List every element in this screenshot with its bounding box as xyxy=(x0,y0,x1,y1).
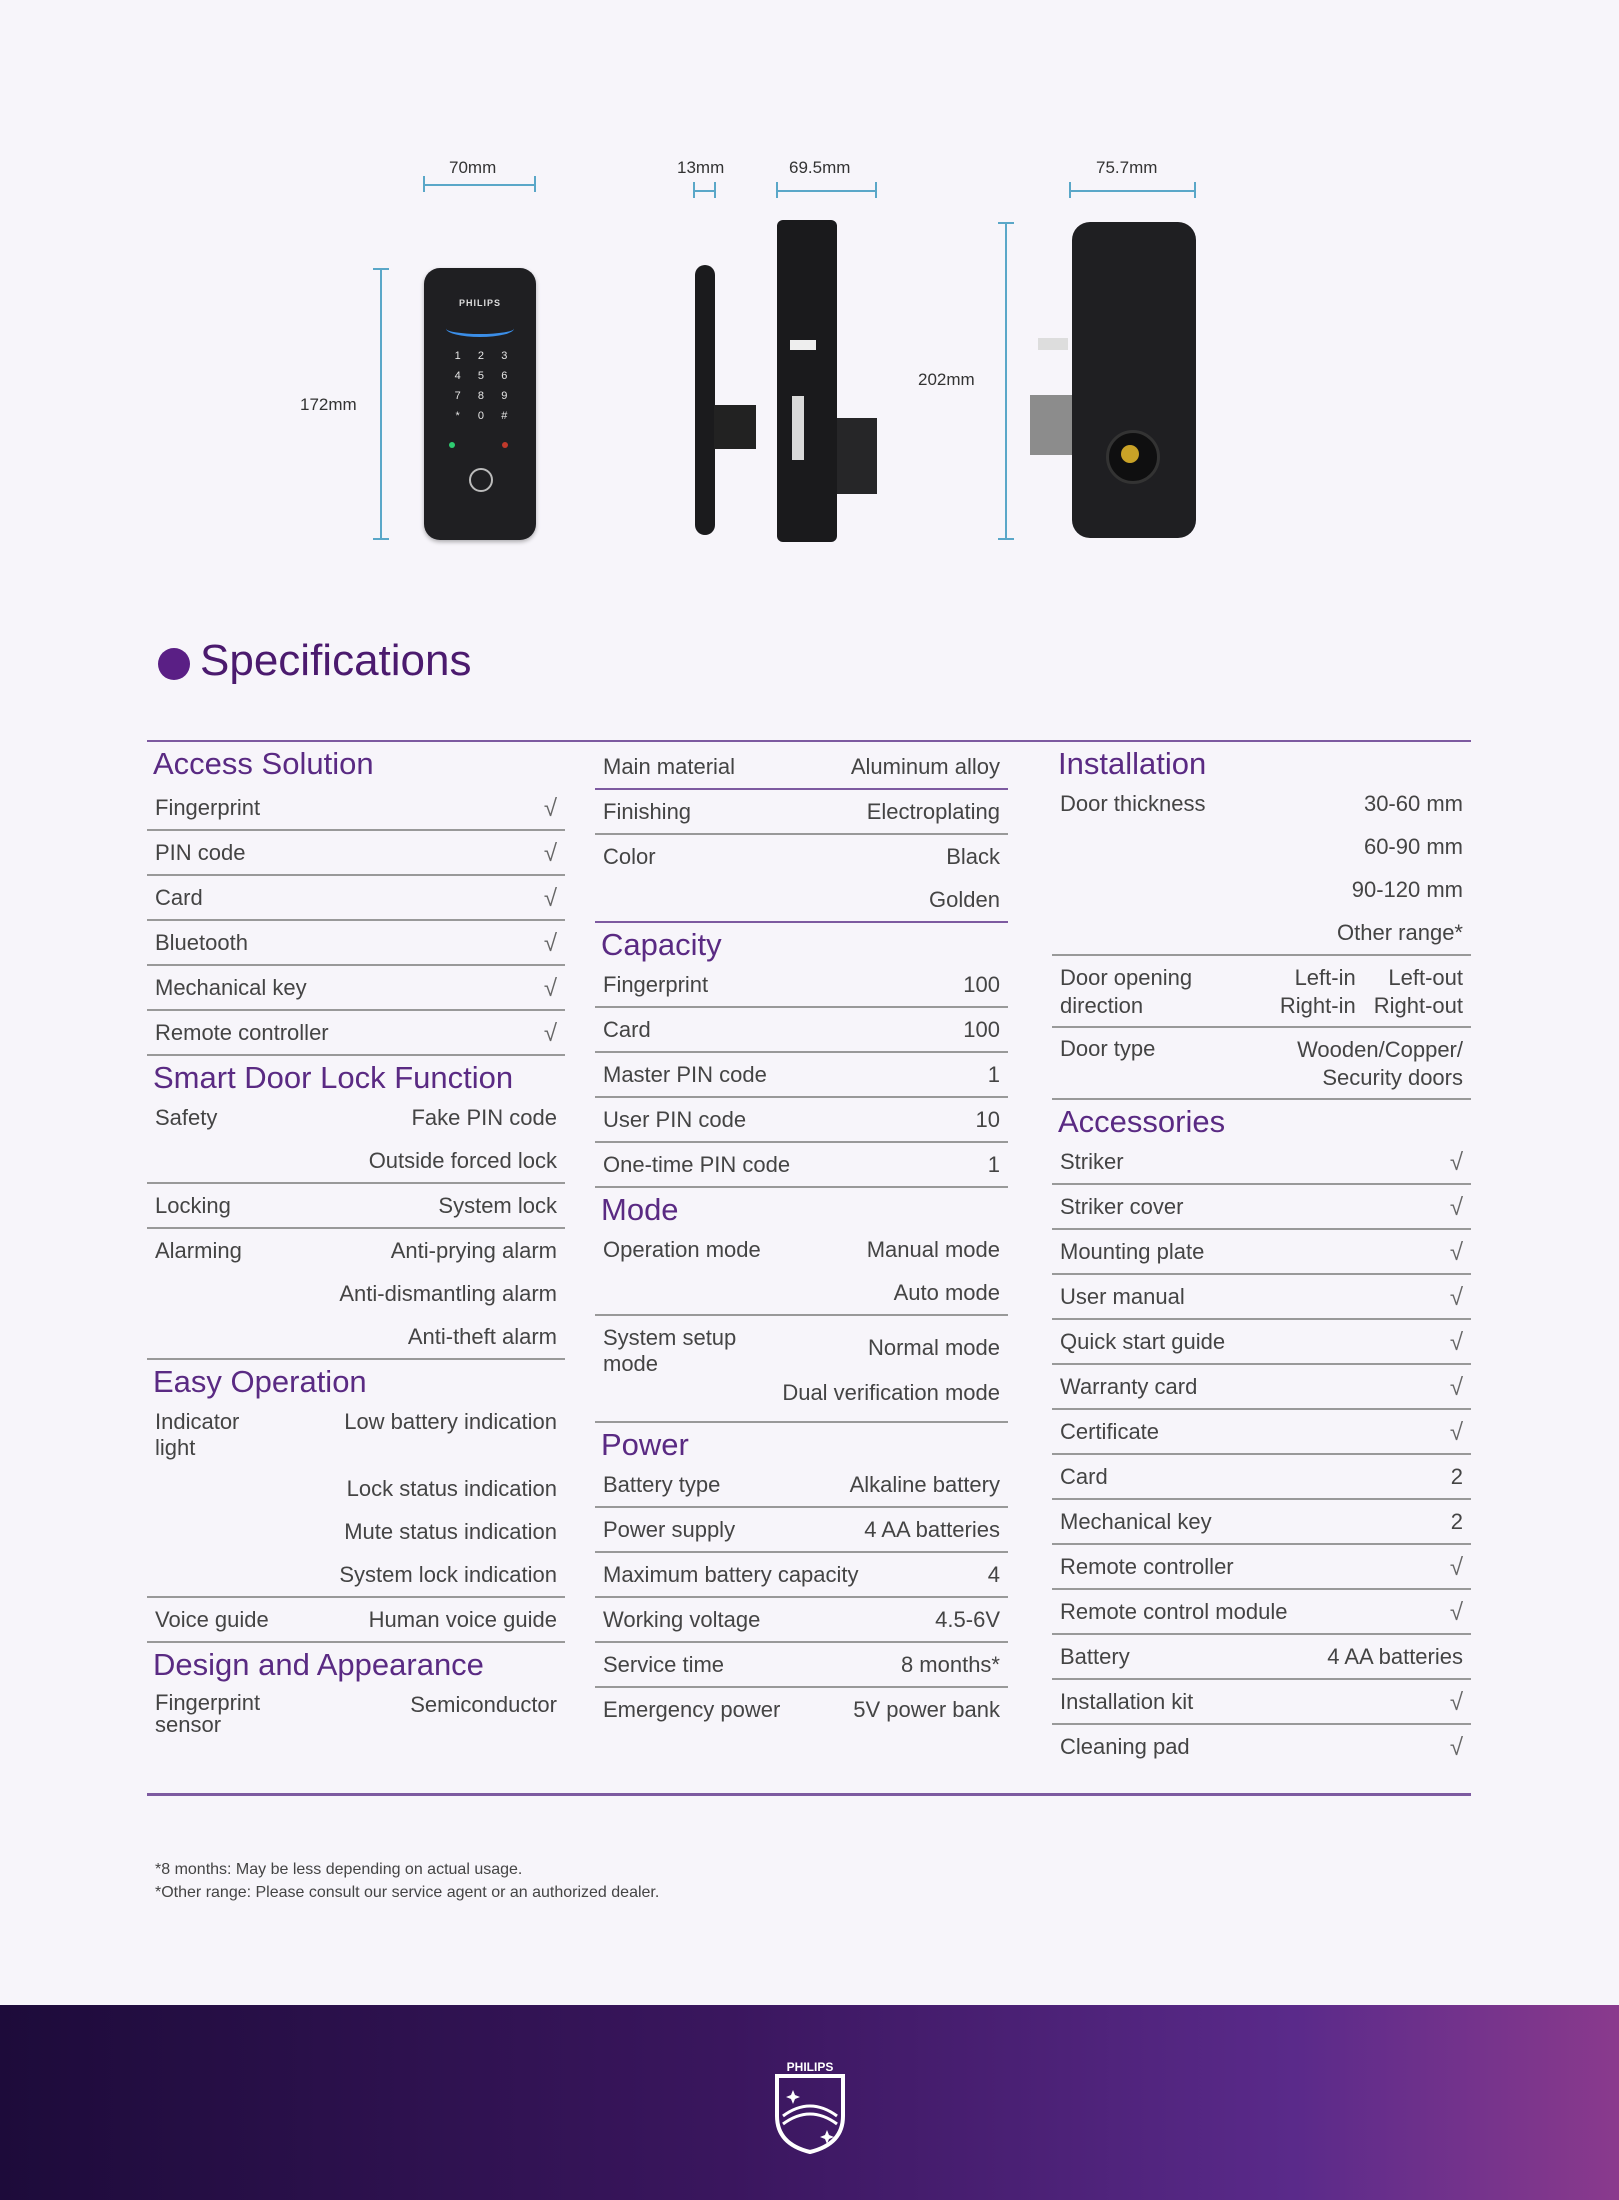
lock-back-view xyxy=(1072,222,1196,538)
spec-label: Fingerprint xyxy=(155,795,261,820)
red-led-icon xyxy=(502,442,508,448)
spec-label: User PIN code xyxy=(603,1107,747,1132)
spec-row xyxy=(1052,1725,1471,1768)
spec-value: Golden xyxy=(595,878,1008,923)
spec-value: 30-60 mm xyxy=(1363,791,1463,816)
lock-side-latch-small xyxy=(790,340,816,350)
spec-label: User manual xyxy=(1060,1284,1185,1309)
dim-tick xyxy=(373,268,389,270)
check-icon: √ xyxy=(543,885,557,912)
spec-row xyxy=(147,1011,565,1056)
lock-side-knob xyxy=(837,418,877,494)
spec-row xyxy=(595,1053,1008,1098)
lock-side-plate xyxy=(695,265,715,535)
spec-label: Service time xyxy=(603,1652,725,1677)
spec-row xyxy=(147,876,565,921)
spec-row xyxy=(1052,1140,1471,1185)
spec-value: Electroplating xyxy=(866,799,1000,824)
spec-row xyxy=(1052,1545,1471,1590)
spec-row xyxy=(595,1643,1008,1688)
spec-value: 100 xyxy=(963,1017,1000,1042)
lock-side-spindle xyxy=(714,405,756,449)
spec-value: Auto mode xyxy=(595,1271,1008,1316)
spec-value: 5V power bank xyxy=(853,1697,1000,1722)
spec-row xyxy=(1052,1185,1471,1230)
back-height-label: 202mm xyxy=(918,370,975,389)
spec-row xyxy=(147,966,565,1011)
dim-tick xyxy=(714,182,716,198)
spec-row xyxy=(595,1688,1008,1731)
spec-row xyxy=(147,921,565,966)
section-heading: Mode xyxy=(601,1192,679,1227)
table-bottom-rule xyxy=(147,1793,1471,1796)
product-drawings xyxy=(0,0,1619,600)
key: 6 xyxy=(501,370,508,382)
spec-row xyxy=(147,1400,565,1467)
side-thickness-line xyxy=(694,190,716,192)
section-heading: Power xyxy=(601,1427,689,1462)
spec-row xyxy=(147,831,565,876)
spec-label: PIN code xyxy=(155,840,246,865)
side-thickness-label: 13mm xyxy=(677,158,725,177)
front-height-line xyxy=(380,268,382,540)
spec-row xyxy=(595,963,1008,1008)
spec-label: Voice guide xyxy=(155,1607,269,1632)
spec-value: 90-120 mm xyxy=(1351,877,1463,902)
philips-shield-logo-icon xyxy=(773,2058,847,2154)
spec-value: Black xyxy=(946,844,1000,869)
section-heading: Smart Door Lock Function xyxy=(153,1060,514,1095)
spec-value: 4 AA batteries xyxy=(864,1517,1000,1542)
key: 2 xyxy=(477,350,485,362)
spec-value: 2 xyxy=(1450,1464,1463,1489)
front-width-label: 70mm xyxy=(449,158,497,177)
check-icon: √ xyxy=(1449,1284,1463,1311)
spec-value: 8 months* xyxy=(900,1652,1000,1677)
spec-value: Aluminum alloy xyxy=(850,754,1000,779)
dim-tick xyxy=(998,222,1014,224)
section-heading: Access Solution xyxy=(153,746,374,781)
page-title-text: Specifications xyxy=(200,636,472,685)
spec-value: Right-out xyxy=(1373,993,1463,1018)
spec-label: Operation mode xyxy=(603,1237,761,1262)
spec-value: Anti-theft alarm xyxy=(407,1324,557,1349)
lock-side-body xyxy=(777,220,837,542)
lock-side-latch xyxy=(792,396,804,460)
check-icon: √ xyxy=(543,1020,557,1047)
back-width-label: 75.7mm xyxy=(1096,158,1158,177)
spec-row xyxy=(595,742,1008,790)
spec-value: Lock status indication xyxy=(346,1476,557,1501)
dim-tick xyxy=(693,182,695,198)
spec-row xyxy=(595,1316,1008,1423)
check-icon: √ xyxy=(1449,1689,1463,1716)
page-title xyxy=(158,636,471,686)
spec-label: Emergency power xyxy=(603,1697,781,1722)
check-icon: √ xyxy=(1449,1149,1463,1176)
spec-label: Power supply xyxy=(603,1517,736,1542)
spec-label: Door opening direction xyxy=(1060,965,1193,1018)
spec-value: Anti-dismantling alarm xyxy=(339,1281,557,1306)
spec-label: Fingerprint sensor xyxy=(155,1690,261,1737)
spec-label: Installation kit xyxy=(1060,1689,1194,1714)
spec-label: Remote controller xyxy=(1060,1554,1234,1579)
spec-label: Color xyxy=(603,844,656,869)
spec-row xyxy=(1052,1455,1471,1500)
spec-label: Cleaning pad xyxy=(1060,1734,1190,1759)
check-icon: √ xyxy=(1449,1374,1463,1401)
spec-label: Mechanical key xyxy=(155,975,307,1000)
dim-tick xyxy=(1069,182,1071,198)
spec-value: Mute status indication xyxy=(344,1519,557,1544)
spec-label: Battery type xyxy=(603,1472,721,1497)
key: 4 xyxy=(454,370,461,382)
spec-label: Fingerprint xyxy=(603,972,709,997)
spec-row xyxy=(1052,1500,1471,1545)
spec-value: Manual mode xyxy=(866,1237,1000,1262)
spec-label: Indicator light xyxy=(155,1409,240,1460)
spec-label: System setup mode xyxy=(603,1325,737,1376)
key: 9 xyxy=(501,390,508,402)
spec-label: Alarming xyxy=(155,1238,242,1263)
spec-label: Bluetooth xyxy=(155,930,248,955)
spec-value: 10 xyxy=(975,1107,1000,1132)
spec-label: Mounting plate xyxy=(1060,1239,1205,1264)
spec-label: Remote control module xyxy=(1060,1599,1288,1624)
front-width-line xyxy=(424,184,536,186)
spec-row xyxy=(595,1098,1008,1143)
spec-value: Right-in xyxy=(1279,993,1356,1018)
spec-value: Security doors xyxy=(1322,1065,1463,1090)
spec-value: Human voice guide xyxy=(368,1607,557,1632)
check-icon: √ xyxy=(1449,1329,1463,1356)
dim-tick xyxy=(998,538,1014,540)
footnotes xyxy=(155,1858,659,1904)
spec-value: Left-in xyxy=(1294,965,1356,990)
spec-row xyxy=(595,1463,1008,1508)
spec-row xyxy=(147,786,565,831)
spec-row xyxy=(595,1143,1008,1188)
dim-tick xyxy=(776,182,778,198)
spec-row xyxy=(1052,1230,1471,1275)
spec-label: Door type xyxy=(1060,1036,1156,1061)
spec-value: 1 xyxy=(987,1062,1000,1087)
section-heading: Design and Appearance xyxy=(153,1647,484,1682)
spec-value-group xyxy=(1297,1036,1463,1092)
check-icon: √ xyxy=(1449,1734,1463,1761)
spec-value: Other range* xyxy=(1052,911,1471,956)
check-icon: √ xyxy=(543,795,557,822)
front-brand: PHILIPS xyxy=(458,298,501,308)
check-icon: √ xyxy=(1449,1194,1463,1221)
key: 8 xyxy=(477,390,485,402)
spec-value: Outside forced lock xyxy=(147,1139,565,1184)
spec-row xyxy=(595,1228,1008,1271)
dim-tick xyxy=(373,538,389,540)
spec-label: Battery xyxy=(1060,1644,1130,1669)
dim-tick xyxy=(423,176,425,192)
key: 0 xyxy=(477,410,485,422)
check-icon: √ xyxy=(543,930,557,957)
side-width-line xyxy=(777,190,877,192)
spec-label: Mechanical key xyxy=(1060,1509,1212,1534)
spec-label: Striker xyxy=(1060,1149,1124,1174)
keypad xyxy=(446,350,516,422)
spec-row xyxy=(1052,1635,1471,1680)
spec-value: 2 xyxy=(1450,1509,1463,1534)
spec-row xyxy=(595,1553,1008,1598)
keyhole-icon xyxy=(1121,445,1139,463)
spec-row xyxy=(595,1598,1008,1643)
spec-value: 60-90 mm xyxy=(1363,834,1463,859)
spec-value: 1 xyxy=(987,1152,1000,1177)
spec-row xyxy=(1052,1680,1471,1725)
spec-column-2 xyxy=(595,742,1008,1731)
spec-row xyxy=(1052,1365,1471,1410)
spec-row xyxy=(595,1508,1008,1553)
spec-row xyxy=(595,1008,1008,1053)
spec-row xyxy=(147,1229,565,1272)
footnote: *Other range: Please consult our service agent or an authorized dealer. xyxy=(155,1884,660,1901)
spec-value: 4.5-6V xyxy=(935,1607,1000,1632)
spec-row xyxy=(147,1096,565,1139)
key: 5 xyxy=(477,370,485,382)
spec-row xyxy=(1052,1275,1471,1320)
spec-column-1 xyxy=(147,742,565,1742)
spec-value: 4 AA batteries xyxy=(1327,1644,1463,1669)
spec-value-group xyxy=(1280,964,1463,1020)
spec-value: Fake PIN code xyxy=(411,1105,557,1130)
spec-row xyxy=(1052,1590,1471,1635)
spec-label: Remote controller xyxy=(155,1020,329,1045)
section-heading: Capacity xyxy=(601,927,722,962)
spec-value: Left-out xyxy=(1388,965,1463,990)
lock-front-view xyxy=(424,268,536,540)
spec-value: Low battery indication xyxy=(344,1409,557,1434)
check-icon: √ xyxy=(543,840,557,867)
spec-row xyxy=(1052,782,1471,825)
key: 3 xyxy=(501,350,508,362)
check-icon: √ xyxy=(543,975,557,1002)
spec-row xyxy=(1052,1320,1471,1365)
spec-label: Safety xyxy=(155,1105,218,1130)
spec-value: 100 xyxy=(963,972,1000,997)
key: * xyxy=(455,410,460,422)
spec-label: Locking xyxy=(155,1193,231,1218)
check-icon: √ xyxy=(1449,1239,1463,1266)
spec-row xyxy=(595,835,1008,878)
footnote: *8 months: May be less depending on actual usage. xyxy=(155,1861,523,1878)
back-height-line xyxy=(1005,222,1007,540)
spec-value: System lock xyxy=(438,1193,557,1218)
spec-value: Normal mode xyxy=(867,1335,1000,1360)
spec-label: Master PIN code xyxy=(603,1062,767,1087)
check-icon: √ xyxy=(1449,1599,1463,1626)
dim-tick xyxy=(1194,182,1196,198)
spec-row xyxy=(1052,1028,1471,1100)
spec-value: Dual verification mode xyxy=(782,1380,1000,1405)
spec-value: Anti-prying alarm xyxy=(390,1238,557,1263)
side-width-label: 69.5mm xyxy=(789,158,851,177)
spec-value: Wooden/Copper/ xyxy=(1297,1037,1463,1062)
spec-label: Striker cover xyxy=(1060,1194,1184,1219)
spec-label: Door thickness xyxy=(1060,791,1206,816)
fingerprint-sensor-icon xyxy=(469,468,493,492)
green-led-icon xyxy=(449,442,455,448)
section-heading: Installation xyxy=(1058,746,1207,781)
spec-column-3 xyxy=(1052,742,1471,1768)
spec-label: Warranty card xyxy=(1060,1374,1198,1399)
spec-label: Card xyxy=(603,1017,651,1042)
spec-label: Main material xyxy=(603,754,736,779)
spec-label: Finishing xyxy=(603,799,692,824)
key: 7 xyxy=(454,390,461,402)
spec-label: Card xyxy=(155,885,203,910)
section-heading: Easy Operation xyxy=(147,1358,565,1400)
spec-label: Quick start guide xyxy=(1060,1329,1226,1354)
footer-brand-text: PHILIPS xyxy=(786,2060,834,2074)
back-latch-small xyxy=(1038,338,1068,350)
spec-row xyxy=(1052,1410,1471,1455)
spec-label: Card xyxy=(1060,1464,1108,1489)
front-height-label: 172mm xyxy=(300,395,357,414)
spec-row xyxy=(1052,956,1471,1028)
dim-tick xyxy=(875,182,877,198)
spec-row xyxy=(147,1598,565,1643)
spec-label: One-time PIN code xyxy=(603,1152,791,1177)
spec-row xyxy=(595,790,1008,835)
spec-value: Alkaline battery xyxy=(849,1472,1000,1497)
spec-value: 4 xyxy=(987,1562,1000,1587)
spec-value-group xyxy=(782,1325,1000,1415)
spec-label: Maximum battery capacity xyxy=(603,1562,859,1587)
spec-row xyxy=(147,1184,565,1229)
check-icon: √ xyxy=(1449,1554,1463,1581)
dim-tick xyxy=(534,176,536,192)
spec-label: Certificate xyxy=(1060,1419,1160,1444)
key: 1 xyxy=(454,350,461,362)
spec-label: Working voltage xyxy=(603,1607,761,1632)
spec-value: System lock indication xyxy=(147,1553,565,1598)
check-icon: √ xyxy=(1449,1419,1463,1446)
spec-row xyxy=(147,1683,565,1742)
section-heading: Accessories xyxy=(1058,1104,1226,1139)
spec-value: Semiconductor xyxy=(410,1692,557,1717)
status-light-bar xyxy=(446,320,514,337)
back-width-line xyxy=(1070,190,1196,192)
key: # xyxy=(501,410,508,422)
